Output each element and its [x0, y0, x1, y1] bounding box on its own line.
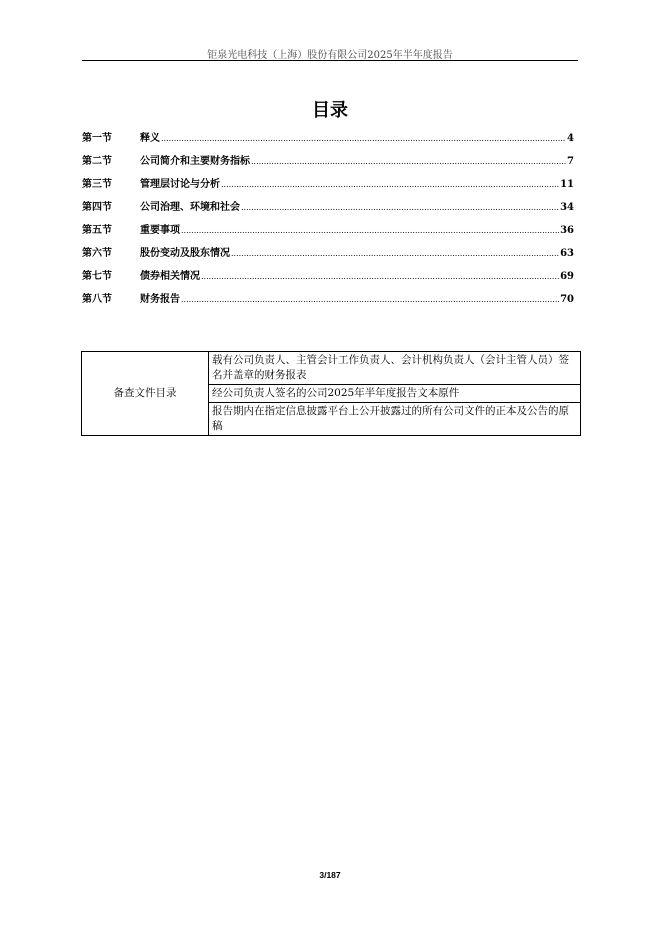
header-divider — [82, 60, 578, 61]
toc-leader-dots — [231, 248, 559, 259]
reference-document-item: 经公司负责人签名的公司2025年半年度报告文本原件 — [209, 385, 581, 403]
toc-section-title: 债券相关情况 — [140, 271, 200, 282]
toc-entry[interactable] — [82, 221, 574, 244]
toc-section-title: 管理层讨论与分析 — [140, 179, 220, 190]
reference-document-item: 载有公司负责人、主管会计工作负责人、会计机构负责人（会计主管人员）签名并盖章的财务报表 — [209, 352, 581, 385]
toc-entry[interactable] — [82, 152, 574, 175]
toc-entry[interactable] — [82, 290, 574, 313]
table-row — [82, 352, 581, 385]
toc-section-number: 第三节 — [82, 179, 112, 190]
toc-page-number: 34 — [560, 202, 574, 213]
toc-page-number: 70 — [560, 294, 574, 305]
toc-entry[interactable] — [82, 175, 574, 198]
toc-entry[interactable] — [82, 267, 574, 290]
page-number: 3/187 — [319, 870, 341, 880]
toc-entry[interactable] — [82, 244, 574, 267]
toc-page-number: 11 — [560, 179, 574, 190]
toc-section-number: 第七节 — [82, 271, 112, 282]
toc-leader-dots — [241, 202, 559, 213]
toc-page-number: 69 — [560, 271, 574, 282]
toc-section-number: 第五节 — [82, 225, 112, 236]
toc-leader-dots — [251, 156, 566, 167]
toc-section-title: 公司治理、环境和社会 — [140, 202, 240, 213]
toc-section-number: 第二节 — [82, 156, 112, 167]
toc-leader-dots — [161, 133, 566, 144]
toc-section-title: 财务报告 — [140, 294, 180, 305]
running-header: 钜泉光电科技（上海）股份有限公司2025年半年度报告 — [207, 50, 453, 61]
table-of-contents — [82, 129, 574, 313]
toc-section-number: 第六节 — [82, 248, 112, 259]
toc-section-number: 第八节 — [82, 294, 112, 305]
reference-documents-label: 备查文件目录 — [82, 352, 209, 436]
toc-section-number: 第一节 — [82, 133, 112, 144]
page-title: 目录 — [312, 100, 348, 121]
toc-page-number: 36 — [560, 225, 574, 236]
toc-page-number: 63 — [560, 248, 574, 259]
toc-page-number: 4 — [567, 133, 574, 144]
toc-leader-dots — [181, 294, 559, 305]
toc-entry[interactable] — [82, 129, 574, 152]
toc-leader-dots — [201, 271, 559, 282]
toc-section-title: 释义 — [140, 133, 160, 144]
toc-section-title: 股份变动及股东情况 — [140, 248, 230, 259]
toc-section-title: 重要事项 — [140, 225, 180, 236]
reference-documents-table — [81, 351, 581, 436]
toc-entry[interactable] — [82, 198, 574, 221]
toc-leader-dots — [221, 179, 559, 190]
toc-page-number: 7 — [567, 156, 574, 167]
toc-leader-dots — [181, 225, 559, 236]
toc-section-title: 公司简介和主要财务指标 — [140, 156, 250, 167]
reference-document-item: 报告期内在指定信息披露平台上公开披露过的所有公司文件的正本及公告的原稿 — [209, 403, 581, 436]
toc-section-number: 第四节 — [82, 202, 112, 213]
